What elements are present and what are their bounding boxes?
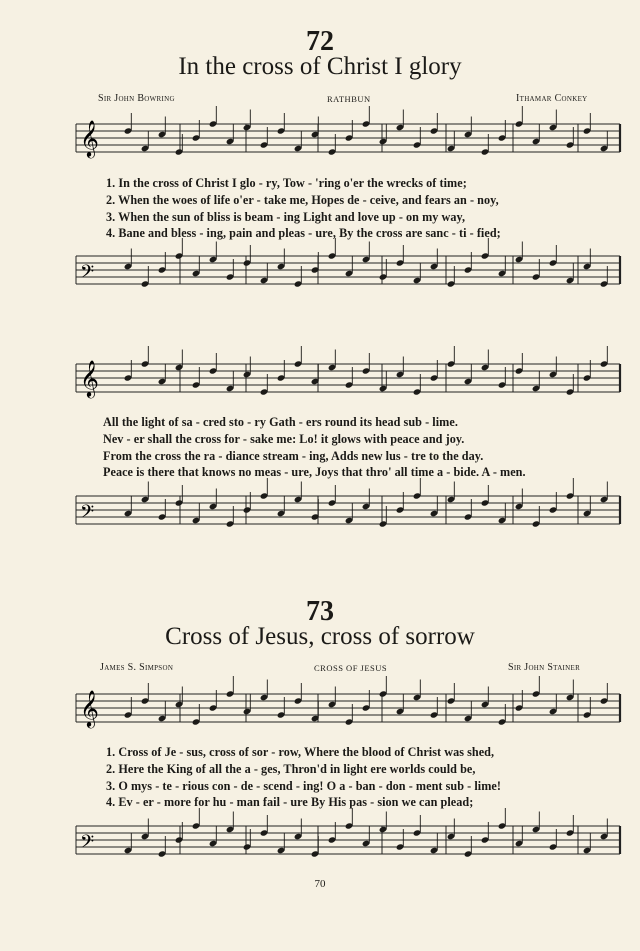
author-credit: James S. Simpson: [100, 662, 174, 673]
bass-clef-icon: 𝄢: [80, 502, 95, 527]
tune-name: RATHBUN: [327, 94, 371, 104]
verse-line: 3. When the sun of bliss is beam - ing Light and love up - on my way,: [106, 210, 466, 224]
treble-staff: [0, 118, 640, 168]
composer-credit: Ithamar Conkey: [516, 93, 588, 104]
composer-credit: Sir John Stainer: [508, 662, 581, 673]
verse-line: 1. Cross of Je - sus, cross of sor - row, Where the blood of Christ was shed,: [106, 745, 495, 759]
verse-line: 3. O mys - te - rious con - de - scend - ing! O a - ban - don - ment sub - lime!: [106, 779, 502, 793]
hymn-title: Cross of Jesus, cross of sorrow: [165, 623, 475, 650]
hymn-number: 72: [306, 26, 334, 57]
hymn-title: In the cross of Christ I glory: [178, 53, 462, 80]
verse-line: 1. In the cross of Christ I glo - ry, Tow - 'ring o'er the wrecks of time;: [106, 176, 467, 190]
verse-line: All the light of sa - cred sto - ry Gath - ers round its head sub - lime.: [103, 415, 458, 429]
verse-line: Peace is there that knows no meas - ure, Joys that thro' all time a - bide. A - men.: [103, 465, 526, 479]
verse-line: 4. Ev - er - more for hu - man fail - ure By His pas - sion we can plead;: [106, 795, 474, 809]
author-credit: Sir John Bowring: [98, 93, 175, 104]
verse-line: 4. Bane and bless - ing, pain and pleas - ure, By the cross are sanc - ti - fied;: [106, 226, 501, 240]
treble-clef-icon: 𝄞: [80, 119, 99, 157]
treble-clef-icon: 𝄞: [80, 359, 99, 397]
bass-staff: [0, 250, 640, 300]
treble-staff: [0, 358, 640, 408]
verse-line: 2. When the woes of life o'er - take me, Hopes de - ceive, and fears an - noy,: [106, 193, 499, 207]
bass-clef-icon: 𝄢: [80, 832, 95, 857]
treble-clef-icon: 𝄞: [80, 689, 99, 727]
verse-line: From the cross the ra - diance stream - ing, Adds new lus - tre to the day.: [103, 449, 484, 463]
verse-line: 2. Here the King of all the a - ges, Thron'd in light ere worlds could be,: [106, 762, 476, 776]
bass-clef-icon: 𝄢: [80, 262, 95, 287]
hymn-number: 73: [306, 596, 334, 627]
bass-staff: [0, 820, 640, 870]
treble-staff: [0, 688, 640, 738]
bass-staff: [0, 490, 640, 540]
tune-name: CROSS OF JESUS: [314, 663, 388, 673]
verse-line: Nev - er shall the cross for - sake me: Lo! it glows with peace and joy.: [103, 432, 465, 446]
page-number: 70: [314, 878, 326, 890]
